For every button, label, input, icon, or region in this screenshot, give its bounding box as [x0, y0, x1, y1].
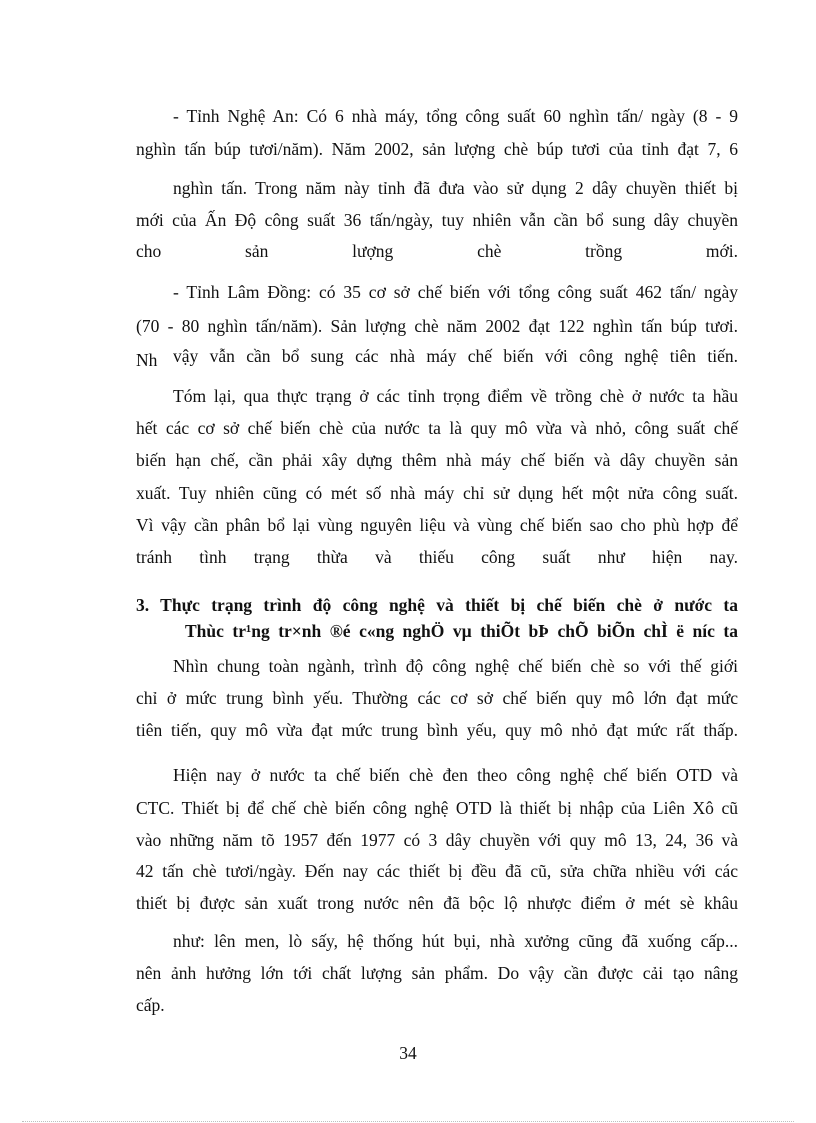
text-line: Nhìn chung toàn ngành, trình độ công nghệ chế biến chè so với thế giới — [173, 656, 738, 676]
text-line: thiết bị được sản xuất trong nước nên đã bộc lộ nhược điểm ở mét sè khâu — [136, 893, 738, 913]
text-line: nên ảnh hưởng lớn tới chất lượng sản phẩm. Do vậy cần được cải tạo nâng — [136, 963, 738, 983]
text-line: tiên tiến, quy mô vừa đạt mức trung bình yếu, quy mô nhỏ đạt mức rất thấp. — [136, 720, 738, 740]
text-line: vào những năm tõ 1957 đến 1977 có 3 dây chuyền với quy mô 13, 24, 36 và — [136, 830, 738, 850]
text-line: xuất. Tuy nhiên cũng có mét số nhà máy chỉ sử dụng hết một nửa công suất. — [136, 483, 738, 503]
text-line: tránh tình trạng thừa và thiếu công suất như hiện nay. — [136, 547, 738, 567]
text-line: Vì vậy cần phân bổ lại vùng nguyên liệu và vùng chế biến sao cho phù hợp để — [136, 515, 738, 535]
section-heading: 3. Thực trạng trình độ công nghệ và thiết bị chế biến chè ở nước ta — [136, 595, 738, 615]
text-line: nghìn tấn búp tươi/năm). Năm 2002, sản lượng chè búp tươi của tỉnh đạt 7, 6 — [136, 139, 738, 159]
text-line: - Tỉnh Lâm Đồng: có 35 cơ sở chế biến với tổng công suất 462 tấn/ ngày — [173, 282, 738, 302]
text-line: CTC. Thiết bị để chế chè biến công nghệ OTD là thiết bị nhập của Liên Xô cũ — [136, 798, 738, 818]
text-line: hết các cơ sở chế biến chè của nước ta là quy mô vừa và nhỏ, công suất chế — [136, 418, 738, 438]
text-line: như: lên men, lò sấy, hệ thống hút bụi, nhà xưởng cũng đã xuống cấp... — [173, 931, 738, 951]
text-line: Hiện nay ở nước ta chế biến chè đen theo công nghệ chế biến OTD và — [173, 765, 738, 785]
text-line: cho sản lượng chè trồng mới. — [136, 241, 738, 261]
section-heading-encoded: Thùc tr¹ng tr×nh ®é c«ng nghÖ vµ thiÕt bÞ chÕ biÕn chÌ ë níc ta — [185, 621, 738, 641]
text-line: 42 tấn chè tươi/ngày. Đến nay các thiết bị đều đã cũ, sửa chữa nhiều với các — [136, 861, 738, 881]
text-line: Tóm lại, qua thực trạng ở các tỉnh trọng điểm về trồng chè ở nước ta hầu — [173, 386, 738, 406]
text-line: biến hạn chế, cần phải xây dựng thêm nhà máy chế biến và dây chuyền sản — [136, 450, 738, 470]
text-line: nghìn tấn. Trong năm này tỉnh đã đưa vào sử dụng 2 dây chuyền thiết bị — [173, 178, 738, 198]
page-number: 34 — [399, 1043, 417, 1063]
footer-divider — [22, 1121, 794, 1122]
text-fragment: Nh — [136, 350, 158, 370]
text-line: (70 - 80 nghìn tấn/năm). Sản lượng chè năm 2002 đạt 122 nghìn tấn búp tươi. — [136, 316, 738, 336]
text-line: cấp. — [136, 995, 165, 1015]
text-line: mới của Ấn Độ công suất 36 tấn/ngày, tuy nhiên vẫn cần bổ sung dây chuyền — [136, 210, 738, 230]
text-line: vậy vẫn cần bổ sung các nhà máy chế biến với công nghệ tiên tiến. — [173, 346, 738, 366]
text-line: - Tỉnh Nghệ An: Có 6 nhà máy, tổng công suất 60 nghìn tấn/ ngày (8 - 9 — [173, 106, 738, 126]
text-line: chỉ ở mức trung bình yếu. Thường các cơ sở chế biến quy mô lớn đạt mức — [136, 688, 738, 708]
